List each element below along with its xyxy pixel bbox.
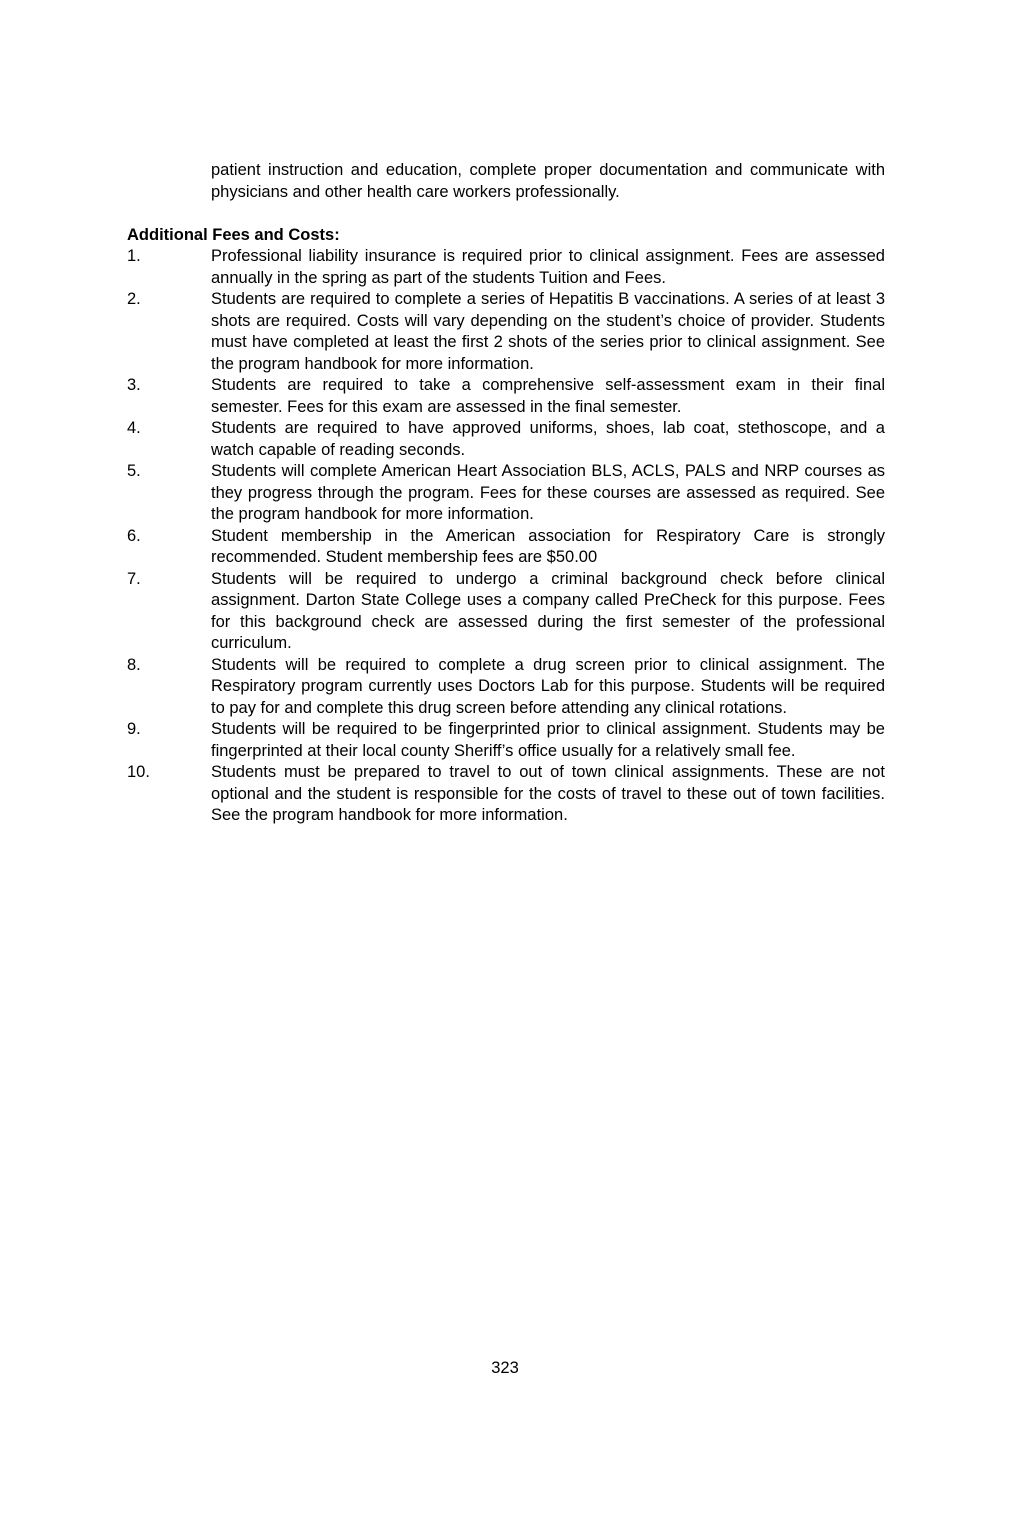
item-text: Students will be required to complete a drug screen prior to clinical assignment. The Respiratory program currently uses Doctors Lab for this purpose. Students will be required to pay for and complete this drug screen before attending any clinical rotations. <box>211 655 885 717</box>
item-text: Students will complete American Heart Association BLS, ACLS, PALS and NRP courses as they progress through the program. Fees for these courses are assessed as required. See the program handbook for more information. <box>211 462 885 523</box>
item-text: Students will be required to be fingerprinted prior to clinical assignment. Students may be fingerprinted at their local county Sheriff’s office usually for a relatively small fee. <box>211 720 885 760</box>
list-item <box>127 246 885 289</box>
item-text: Students are required to have approved uniforms, shoes, lab coat, stethoscope, and a watch capable of reading seconds. <box>211 419 885 459</box>
list-item <box>127 719 885 762</box>
list-item <box>127 655 885 720</box>
item-text: Students are required to complete a series of Hepatitis B vaccinations. A series of at least 3 shots are required. Costs will vary depending on the student’s choice of provider. Students must have completed at least the first 2 shots of the series prior to clinical assignment. See the program handbook for more information. <box>211 290 885 373</box>
item-text: Student membership in the American association for Respiratory Care is strongly recommended. Student membership fees are $50.00 <box>211 526 885 566</box>
item-number: 10. <box>127 763 150 781</box>
item-number: 9. <box>127 720 141 738</box>
continuation-paragraph: patient instruction and education, complete proper documentation and communicate with physicians and other health care workers professionally. <box>211 161 885 201</box>
list-item <box>127 461 885 526</box>
item-number: 3. <box>127 376 141 394</box>
section-heading: Additional Fees and Costs: <box>127 226 340 244</box>
list-item <box>127 418 885 461</box>
item-text: Students are required to take a comprehensive self-assessment exam in their final semester. Fees for this exam are assessed in the final semester. <box>211 376 885 416</box>
item-text: Students will be required to undergo a criminal background check before clinical assignment. Darton State College uses a company called PreCheck for this purpose. Fees for this background check are assessed during the first semester of the professional curriculum. <box>211 569 885 652</box>
item-text: Students must be prepared to travel to out of town clinical assignments. These are not optional and the student is responsible for the costs of travel to these out of town facilities. See the program handbook for more information. <box>211 763 885 824</box>
fees-list <box>127 246 885 827</box>
item-number: 7. <box>127 569 141 588</box>
list-item <box>127 569 885 655</box>
item-number: 2. <box>127 290 141 308</box>
item-number: 8. <box>127 655 141 674</box>
list-item <box>127 526 885 569</box>
list-item <box>127 289 885 375</box>
item-number: 4. <box>127 419 141 437</box>
list-item <box>127 375 885 418</box>
list-item <box>127 762 885 827</box>
item-number: 1. <box>127 247 141 265</box>
item-text: Professional liability insurance is required prior to clinical assignment. Fees are assessed annually in the spring as part of the students Tuition and Fees. <box>211 247 885 287</box>
item-number: 5. <box>127 462 141 480</box>
page-number: 323 <box>491 1359 519 1377</box>
item-number: 6. <box>127 526 141 545</box>
